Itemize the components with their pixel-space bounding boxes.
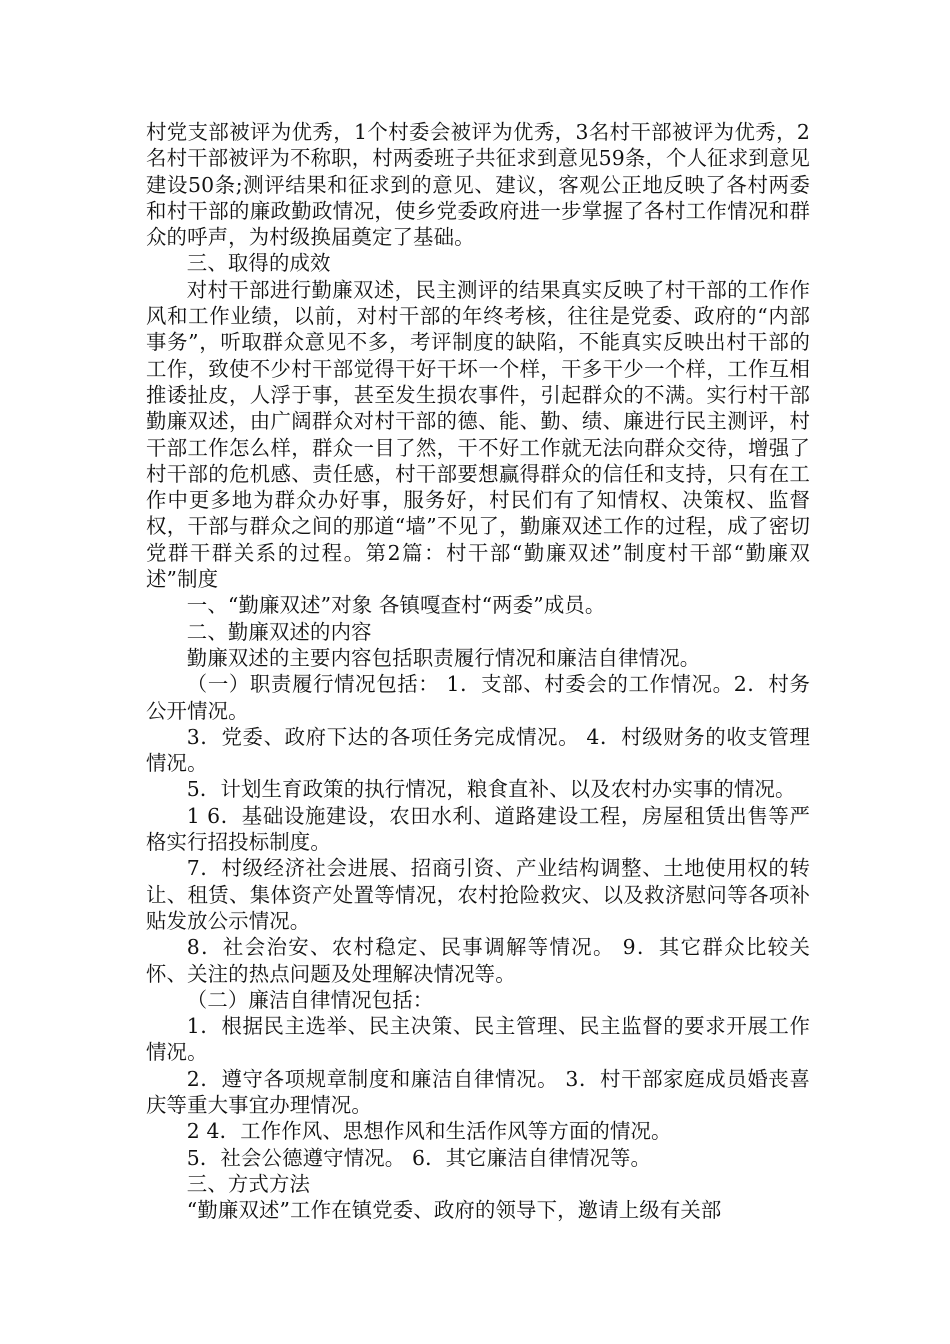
paragraph-evaluation-results: 村党支部被评为优秀，1个村委会被评为优秀，3名村干部被评为优秀，2名村干部被评为不称职，村两委班子共征求到意见59条，个人征求到意见建设50条;测评结果和征求到的意见、建议，客观公正地反映了各村两委和村干部的廉政勤政情况，使乡党委政府进一步掌握了各村工作情况和群众的呼声，为村级换届奠定了基础。: [146, 120, 810, 250]
document-page: [146, 119, 810, 1223]
list-item-duty-5: 5．计划生育政策的执行情况，粮食直补、以及农村办实事的情况。: [186, 777, 796, 802]
section-heading-achievements: 三、取得的成效: [186, 251, 331, 276]
list-item-duty-7: 7．村级经济社会进展、招商引资、产业结构调整、土地使用权的转让、租赁、集体资产处置等情况，农村抢险救灾、以及救济慰问等各项补贴发放公示情况。: [146, 856, 810, 933]
list-item-integrity-1: 1．根据民主选举、民主决策、民主管理、民主监督的要求开展工作情况。: [146, 1014, 810, 1065]
list-item-duty-6: 1 6．基础设施建设，农田水利、道路建设工程，房屋租赁出售等严格实行招投标制度。: [146, 803, 810, 855]
paragraph-content-summary: 勤廉双述的主要内容包括职责履行情况和廉洁自律情况。: [186, 645, 701, 670]
section-heading-objects: 一、“勤廉双述”对象 各镇嘎查村“两委”成员。: [186, 593, 606, 618]
section-heading-methods: 三、方式方法: [186, 1171, 311, 1196]
list-item-duty-3-4: 3．党委、政府下达的各项任务完成情况。 4．村级财务的收支管理情况。: [146, 724, 810, 776]
paragraph-methods-body: “勤廉双述”工作在镇党委、政府的领导下，邀请上级有关部: [186, 1198, 722, 1223]
subsection-duty-performance: （一）职责履行情况包括： 1．支部、村委会的工作情况。2．村务公开情况。: [146, 672, 810, 723]
list-item-integrity-2-3: 2．遵守各项规章制度和廉洁自律情况。 3．村干部家庭成员婚丧喜庆等重大事宜办理情况。: [146, 1066, 810, 1117]
subsection-integrity: （二）廉洁自律情况包括：: [186, 987, 434, 1012]
list-item-integrity-5-6: 5．社会公德遵守情况。 6．其它廉洁自律情况等。: [186, 1145, 652, 1170]
paragraph-achievements-body: 对村干部进行勤廉双述，民主测评的结果真实反映了村干部的工作作风和工作业绩，以前，对村干部的年终考核，往往是党委、政府的“内部事务”，听取群众意见不多，考评制度的缺陷，不能真实反映出村干部的工作，致使不少村干部觉得干好干坏一个样，干多干少一个样，工作互相推诿扯皮，人浮于事，甚至发生损农事件，引起群众的不满。实行村干部勤廉双述，由广阔群众对村干部的德、能、勤、绩、廉进行民主测评，村干部工作怎么样，群众一目了然，干不好工作就无法向群众交待，增强了村干部的危机感、责任感，村干部要想赢得群众的信任和支持，只有在工作中更多地为群众办好事，服务好，村民们有了知情权、决策权、监督权，干部与群众之间的那道“墙”不见了，勤廉双述工作的过程，成了密切党群干群关系的过程。第2篇：村干部“勤廉双述”制度村干部“勤廉双述”制度: [146, 277, 810, 592]
list-item-integrity-4: 2 4．工作作风、思想作风和生活作风等方面的情况。: [186, 1119, 672, 1144]
section-heading-content: 二、勤廉双述的内容: [186, 619, 372, 644]
list-item-duty-8-9: 8．社会治安、农村稳定、民事调解等情况。 9．其它群众比较关怀、关注的热点问题及处理解决情况等。: [146, 935, 810, 986]
